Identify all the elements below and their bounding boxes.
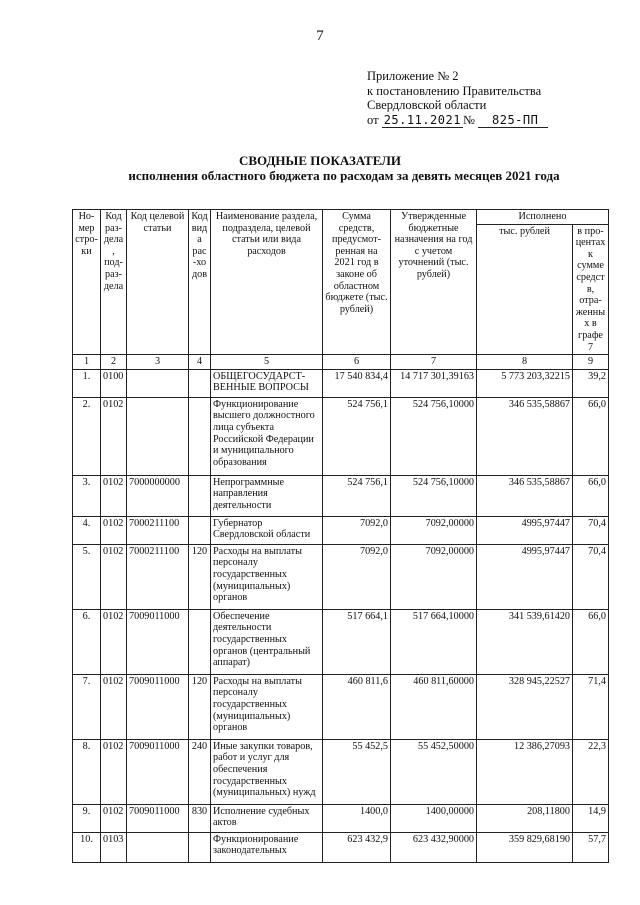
approved-cell: 14 717 301,39163 [391, 369, 477, 397]
target-code-cell: 7000211100 [127, 544, 189, 609]
executed-sum-cell: 346 535,58867 [477, 397, 573, 475]
header-planned: Сумма средств, предусмот-ренная на 2021 год в законе об областном бюджете (тыс. рублей) [323, 210, 391, 355]
table-row [73, 397, 609, 475]
section-code-cell: 0102 [101, 609, 127, 674]
name-cell: Расходы на выплаты персоналу государственных (муниципальных) органов [211, 674, 323, 739]
target-code-cell [127, 397, 189, 475]
target-code-cell [127, 832, 189, 862]
table-row [73, 369, 609, 397]
row-number-cell: 7. [73, 674, 101, 739]
table-row [73, 544, 609, 609]
approved-cell: 517 664,10000 [391, 609, 477, 674]
approved-cell: 1400,00000 [391, 804, 477, 832]
planned-cell: 17 540 834,4 [323, 369, 391, 397]
section-code-cell: 0102 [101, 544, 127, 609]
document-title [0, 153, 640, 183]
row-number-cell: 3. [73, 475, 101, 516]
executed-sum-cell: 359 829,68190 [477, 832, 573, 862]
executed-percent-cell: 66,0 [573, 609, 609, 674]
planned-cell: 517 664,1 [323, 609, 391, 674]
planned-cell: 623 432,9 [323, 832, 391, 862]
target-code-cell: 7009011000 [127, 674, 189, 739]
row-number-cell: 6. [73, 609, 101, 674]
row-number-cell: 1. [73, 369, 101, 397]
target-code-cell: 7009011000 [127, 609, 189, 674]
expense-code-cell: 120 [189, 544, 211, 609]
row-number-cell: 4. [73, 516, 101, 544]
executed-sum-cell: 12 386,27093 [477, 739, 573, 804]
name-cell: Иные закупки товаров, работ и услуг для обеспечения государственных (муниципальных) нужд [211, 739, 323, 804]
name-cell: ОБЩЕГОСУДАРСТ-ВЕННЫЕ ВОПРОСЫ [211, 369, 323, 397]
executed-percent-cell: 70,4 [573, 544, 609, 609]
name-cell: Исполнение судебных актов [211, 804, 323, 832]
approved-cell: 460 811,60000 [391, 674, 477, 739]
executed-sum-cell: 4995,97447 [477, 516, 573, 544]
section-code-cell: 0102 [101, 674, 127, 739]
header-exec-sum: тыс. рублей [477, 224, 573, 355]
executed-percent-cell: 71,4 [573, 674, 609, 739]
executed-sum-cell: 4995,97447 [477, 544, 573, 609]
row-number-cell: 2. [73, 397, 101, 475]
expenditure-table [72, 209, 609, 863]
section-code-cell: 0102 [101, 739, 127, 804]
target-code-cell: 7000211100 [127, 516, 189, 544]
expense-code-cell [189, 397, 211, 475]
index-cell: 6 [323, 355, 391, 370]
executed-percent-cell: 70,4 [573, 516, 609, 544]
executed-percent-cell: 14,9 [573, 804, 609, 832]
section-code-cell: 0102 [101, 475, 127, 516]
section-code-cell: 0102 [101, 516, 127, 544]
row-number-cell: 9. [73, 804, 101, 832]
table-row [73, 674, 609, 739]
target-code-cell: 7009011000 [127, 804, 189, 832]
expense-code-cell: 120 [189, 674, 211, 739]
page-number: 7 [316, 28, 324, 44]
section-code-cell: 0102 [101, 804, 127, 832]
target-code-cell: 7009011000 [127, 739, 189, 804]
expense-code-cell [189, 832, 211, 862]
executed-sum-cell: 346 535,58867 [477, 475, 573, 516]
name-cell: Расходы на выплаты персоналу государственных (муниципальных) органов [211, 544, 323, 609]
executed-percent-cell: 66,0 [573, 397, 609, 475]
executed-percent-cell: 57,7 [573, 832, 609, 862]
index-cell: 3 [127, 355, 189, 370]
title-main: СВОДНЫЕ ПОКАЗАТЕЛИ [238, 153, 402, 168]
header-name: Наименование раздела, подраздела, целевой статьи или вида расходов [211, 210, 323, 355]
planned-cell: 524 756,1 [323, 475, 391, 516]
appendix-line3: Свердловской области [367, 98, 487, 112]
index-cell: 1 [73, 355, 101, 370]
approved-cell: 524 756,10000 [391, 397, 477, 475]
executed-sum-cell: 341 539,61420 [477, 609, 573, 674]
executed-percent-cell: 66,0 [573, 475, 609, 516]
appendix-number-label: № [462, 112, 475, 127]
expense-code-cell [189, 516, 211, 544]
executed-percent-cell: 22,3 [573, 739, 609, 804]
planned-cell: 7092,0 [323, 544, 391, 609]
approved-cell: 7092,00000 [391, 544, 477, 609]
executed-sum-cell: 5 773 203,32215 [477, 369, 573, 397]
table-row [73, 516, 609, 544]
header-section-code: Код раз-дела, под-раз-дела [101, 210, 127, 355]
expense-code-cell [189, 609, 211, 674]
expense-code-cell [189, 475, 211, 516]
title-sub: исполнения областного бюджета по расходам за девять месяцев 2021 года [128, 168, 560, 183]
index-cell: 2 [101, 355, 127, 370]
approved-cell: 55 452,50000 [391, 739, 477, 804]
index-cell: 4 [189, 355, 211, 370]
appendix-number: 825-ПП [478, 113, 548, 129]
target-code-cell: 7000000000 [127, 475, 189, 516]
planned-cell: 524 756,1 [323, 397, 391, 475]
table-row [73, 804, 609, 832]
appendix-block [367, 69, 548, 128]
name-cell: Непрограммные направления деятельности [211, 475, 323, 516]
row-number-cell: 8. [73, 739, 101, 804]
appendix-date-line [367, 113, 548, 129]
name-cell: Обеспечение деятельности государственных органов (центральный аппарат) [211, 609, 323, 674]
name-cell: Функционирование законодательных [211, 832, 323, 862]
table-row [73, 739, 609, 804]
expense-code-cell [189, 369, 211, 397]
header-exec-percent: в про-центах к сумме средств, отра-женных в графе 7 [573, 224, 609, 355]
planned-cell: 1400,0 [323, 804, 391, 832]
section-code-cell: 0100 [101, 369, 127, 397]
planned-cell: 7092,0 [323, 516, 391, 544]
name-cell: Функционирование высшего должностного лица субъекта Российской Федерации и муниципального образования [211, 397, 323, 475]
planned-cell: 55 452,5 [323, 739, 391, 804]
planned-cell: 460 811,6 [323, 674, 391, 739]
table-body [73, 369, 609, 862]
header-row-number: Но-мер стро-ки [73, 210, 101, 355]
index-cell: 8 [477, 355, 573, 370]
expense-code-cell: 240 [189, 739, 211, 804]
section-code-cell: 0102 [101, 397, 127, 475]
index-cell: 7 [391, 355, 477, 370]
appendix-line1: Приложение № 2 [367, 69, 459, 83]
table-row [73, 475, 609, 516]
appendix-date: 25.11.2021 [383, 112, 461, 127]
expense-code-cell: 830 [189, 804, 211, 832]
approved-cell: 524 756,10000 [391, 475, 477, 516]
table-row [73, 832, 609, 862]
target-code-cell [127, 369, 189, 397]
row-number-cell: 5. [73, 544, 101, 609]
row-number-cell: 10. [73, 832, 101, 862]
name-cell: Губернатор Свердловской области [211, 516, 323, 544]
executed-sum-cell: 328 945,22527 [477, 674, 573, 739]
executed-percent-cell: 39,2 [573, 369, 609, 397]
appendix-line2: к постановлению Правительства [367, 83, 542, 98]
header-expense-code: Код вида рас-ходов [189, 210, 211, 355]
header-target-code: Код целевой статьи [127, 210, 189, 355]
approved-cell: 7092,00000 [391, 516, 477, 544]
index-cell: 5 [211, 355, 323, 370]
appendix-date-prefix: от [367, 112, 379, 127]
approved-cell: 623 432,90000 [391, 832, 477, 862]
header-approved: Утвержденные бюджетные назначения на год с учетом уточнений (тыс. рублей) [391, 210, 477, 355]
header-executed: Исполнено [477, 210, 609, 225]
table-row [73, 609, 609, 674]
executed-sum-cell: 208,11800 [477, 804, 573, 832]
section-code-cell: 0103 [101, 832, 127, 862]
index-cell: 9 [573, 355, 609, 370]
